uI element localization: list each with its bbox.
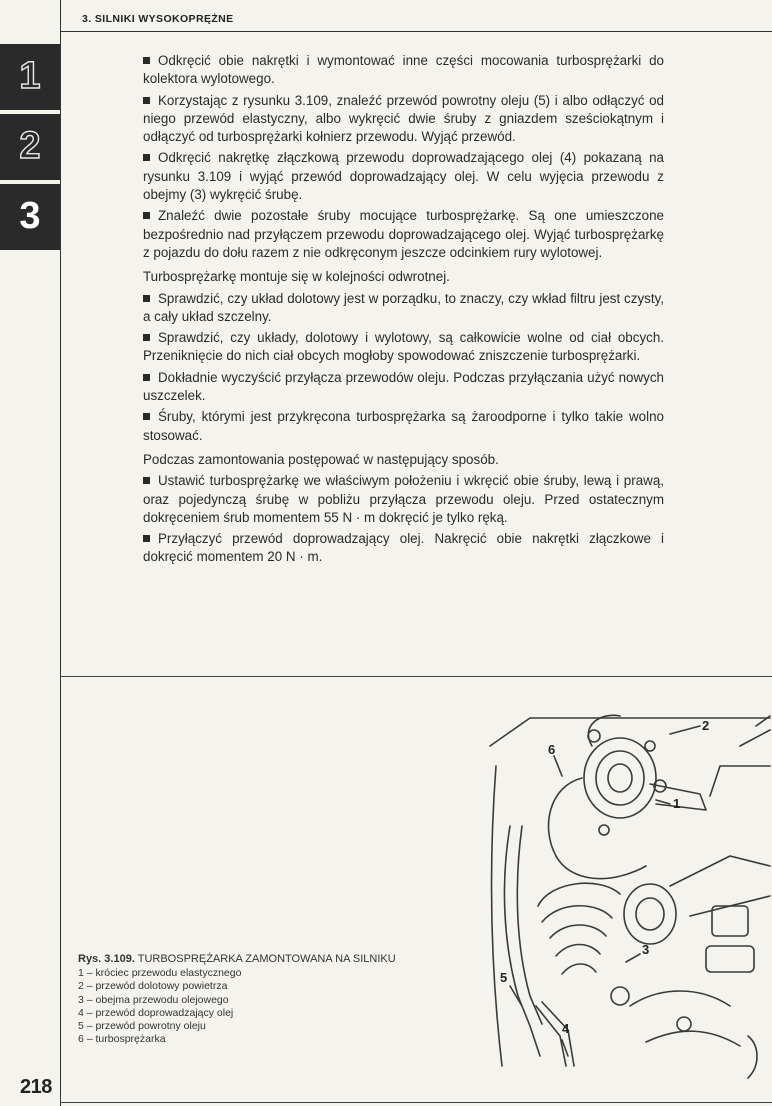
turbocharger-figure — [470, 706, 772, 1083]
legend-item: 1 – króciec przewodu elastycznego — [78, 967, 242, 979]
paragraph — [143, 149, 664, 204]
figure-caption — [78, 953, 478, 1047]
paragraph-text: Podczas zamontowania postępować w następujący sposób. — [143, 451, 499, 467]
paragraph — [143, 52, 664, 89]
section-tab-3[interactable]: 3 — [0, 184, 60, 250]
paragraph — [143, 451, 664, 469]
body-text — [143, 52, 664, 570]
callout-5: 5 — [500, 970, 508, 985]
header-rule — [60, 31, 772, 32]
paragraph-text: Sprawdzić, czy układy, dolotowy i wylotowy, są całkowicie wolne od ciał obcych. Przeniknięcie do nich ciał obcych mogłoby spowodować zniszczenie turbosprężarki. — [143, 330, 664, 364]
legend-item: 5 – przewód powrotny oleju — [78, 1020, 206, 1033]
paragraph-text: Turbosprężarkę montuje się w kolejności odwrotnej. — [143, 269, 450, 285]
bullet-icon — [143, 374, 150, 381]
legend-item: 3 – obejma przewodu olejowego — [78, 993, 229, 1006]
bullet-icon — [143, 477, 150, 484]
bullet-icon — [143, 413, 150, 420]
callout-3: 3 — [642, 942, 650, 957]
paragraph-text: Śruby, którymi jest przykręcona turbosprężarka są żaroodporne i tylko takie wolno stosować. — [143, 409, 664, 443]
paragraph-text: Znaleźć dwie pozostałe śruby mocujące turbosprężarkę. Są one umieszczone bezpośrednio nad przyłączem przewodu doprowadzającego olej. Wyjąć turbosprężarkę z pojazdu do dołu razem z nie odkręconym jeszcze odcinkiem rury wylotowej. — [143, 208, 664, 260]
callout-2: 2 — [702, 718, 710, 733]
paragraph — [143, 268, 664, 286]
caption-title: Rys. 3.109. TURBOSPRĘŻARKA ZAMONTOWANA NA SILNIKU — [78, 953, 396, 965]
page-margin-line — [60, 0, 61, 1106]
running-header: 3. SILNIKI WYSOKOPRĘŻNE — [82, 13, 234, 25]
paragraph-text: Korzystając z rysunku 3.109, znaleźć przewód powrotny oleju (5) i albo odłączyć od niego przewód elastyczny, albo wykręcić dwie śruby z gniazdem sześciokątnym i odłączyć od turbosprężarki kołnierz przewodu. Wyjąć przewód. — [143, 92, 664, 145]
paragraph-text: Odkręcić obie nakrętki i wymontować inne części mocowania turbosprężarki do kolektora wylotowego. — [143, 53, 664, 87]
bullet-icon — [143, 57, 150, 64]
legend-item: 2 – przewód dolotowy powietrza — [78, 980, 228, 993]
section-tabs — [0, 44, 60, 254]
paragraph-text: Dokładnie wyczyścić przyłącza przewodów oleju. Podczas przyłączania użyć nowych uszczelek. — [143, 369, 664, 404]
section-tab-2[interactable]: 2 — [0, 114, 60, 180]
paragraph — [143, 329, 664, 366]
figure-separator — [60, 676, 772, 677]
paragraph — [143, 290, 664, 327]
bullet-icon — [143, 97, 150, 104]
callout-6: 6 — [548, 742, 556, 757]
paragraph — [143, 408, 664, 445]
paragraph-text: Odkręcić nakrętkę złączkową przewodu doprowadzającego olej (4) pokazaną na rysunku 3.109 i wyjąć przewód doprowadzający olej. W celu wyjęcia przewodu z obejmy (3) wykręcić śrubę. — [143, 150, 664, 203]
section-tab-1[interactable]: 1 — [0, 44, 60, 110]
bottom-rule — [60, 1102, 772, 1103]
bullet-icon — [143, 295, 150, 302]
legend-item: 4 – przewód doprowadzający olej — [78, 1006, 234, 1019]
paragraph — [143, 207, 664, 262]
paragraph — [143, 92, 664, 147]
paragraph — [143, 369, 664, 406]
paragraph-text: Ustawić turbosprężarkę we właściwym położeniu i wkręcić obie śruby, lewą i prawą, oraz pojedynczą śrubę w pobliżu przyłącza przewodu oleju. Przed ostatecznym dokręceniem śrub momentem 55 N · m dokręcić je tylko ręką. — [143, 473, 664, 525]
legend-item: 6 – turbosprężarka — [78, 1033, 166, 1046]
bullet-icon — [143, 535, 150, 542]
bullet-icon — [143, 334, 150, 341]
paragraph — [143, 472, 664, 527]
paragraph — [143, 530, 664, 567]
page-number: 218 — [20, 1076, 52, 1098]
paragraph-text: Przyłączyć przewód doprowadzający olej. Nakręcić obie nakrętki złączkowe i dokręcić momentem 20 N · m. — [143, 531, 664, 565]
callout-1: 1 — [673, 796, 681, 811]
bullet-icon — [143, 212, 150, 219]
callout-4: 4 — [562, 1021, 570, 1036]
paragraph-text: Sprawdzić, czy układ dolotowy jest w porządku, to znaczy, czy wkład filtru jest czysty, a cały układ szczelny. — [143, 290, 664, 324]
bullet-icon — [143, 154, 150, 161]
